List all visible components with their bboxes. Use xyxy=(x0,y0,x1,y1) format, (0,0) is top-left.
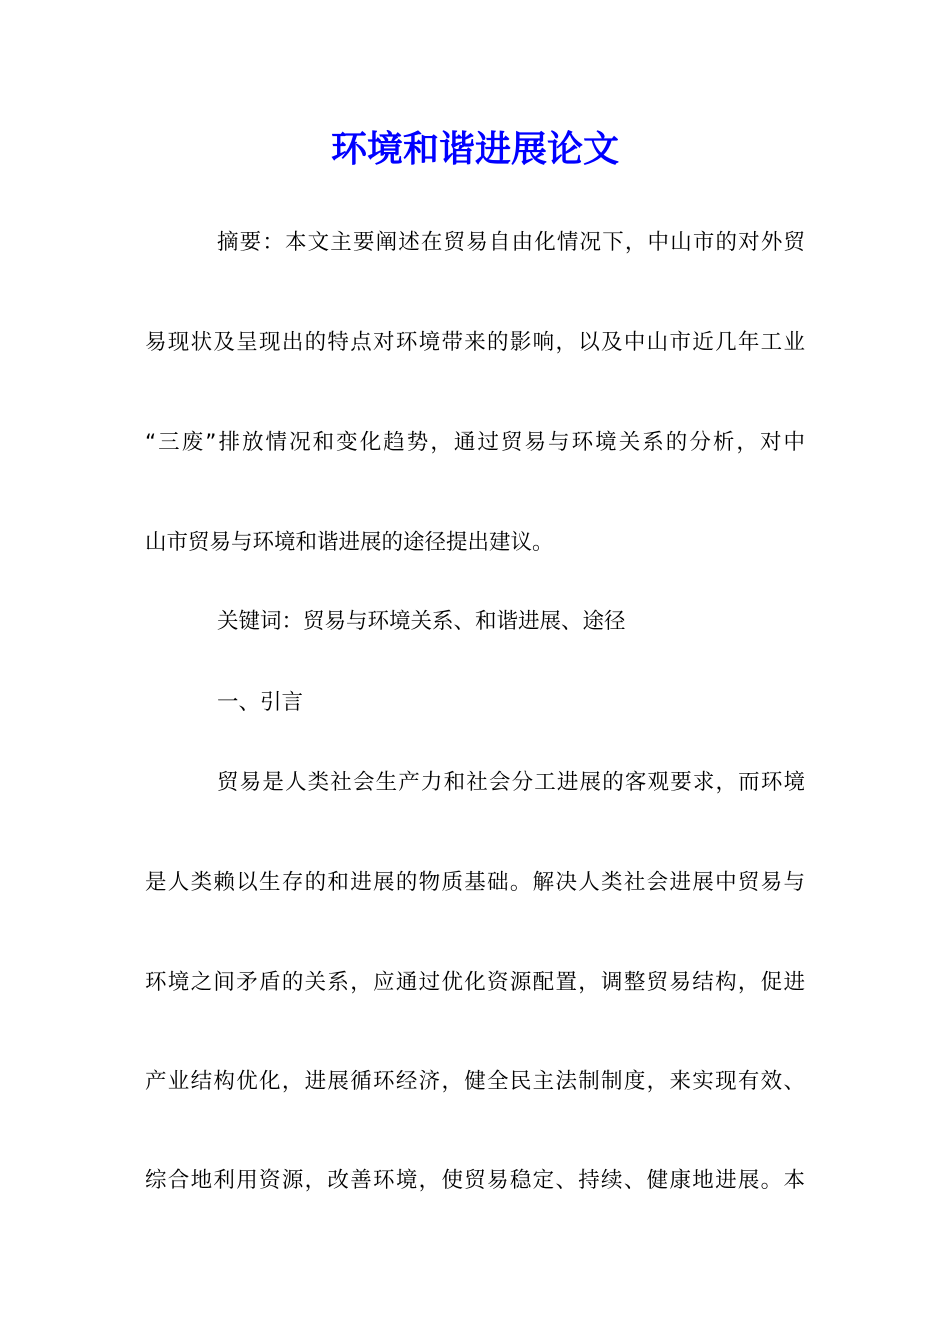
intro-line: 是人类赖以生存的和进展的物质基础。解决人类社会进展中贸易与 xyxy=(145,870,805,895)
abstract-line: 山市贸易与环境和谐进展的途径提出建议。 xyxy=(145,530,554,555)
section-heading: 一、引言 xyxy=(217,690,304,715)
keywords: 关键词：贸易与环境关系、和谐进展、途径 xyxy=(217,609,626,634)
intro-line: 综合地利用资源，改善环境，使贸易稳定、持续、健康地进展。本 xyxy=(145,1168,805,1193)
intro-line: 贸易是人类社会生产力和社会分工进展的客观要求，而环境 xyxy=(217,770,805,795)
abstract-line: 摘要：本文主要阐述在贸易自由化情况下，中山市的对外贸 xyxy=(217,230,805,255)
abstract-line: 易现状及呈现出的特点对环境带来的影响，以及中山市近几年工业 xyxy=(145,330,805,355)
intro-line: 产业结构优化，进展循环经济，健全民主法制制度，来实现有效、 xyxy=(145,1069,805,1094)
intro-line: 环境之间矛盾的关系，应通过优化资源配置，调整贸易结构，促进 xyxy=(145,970,805,995)
abstract-line: “三废”排放情况和变化趋势，通过贸易与环境关系的分析，对中 xyxy=(145,430,805,455)
document-title: 环境和谐进展论文 xyxy=(330,128,619,170)
